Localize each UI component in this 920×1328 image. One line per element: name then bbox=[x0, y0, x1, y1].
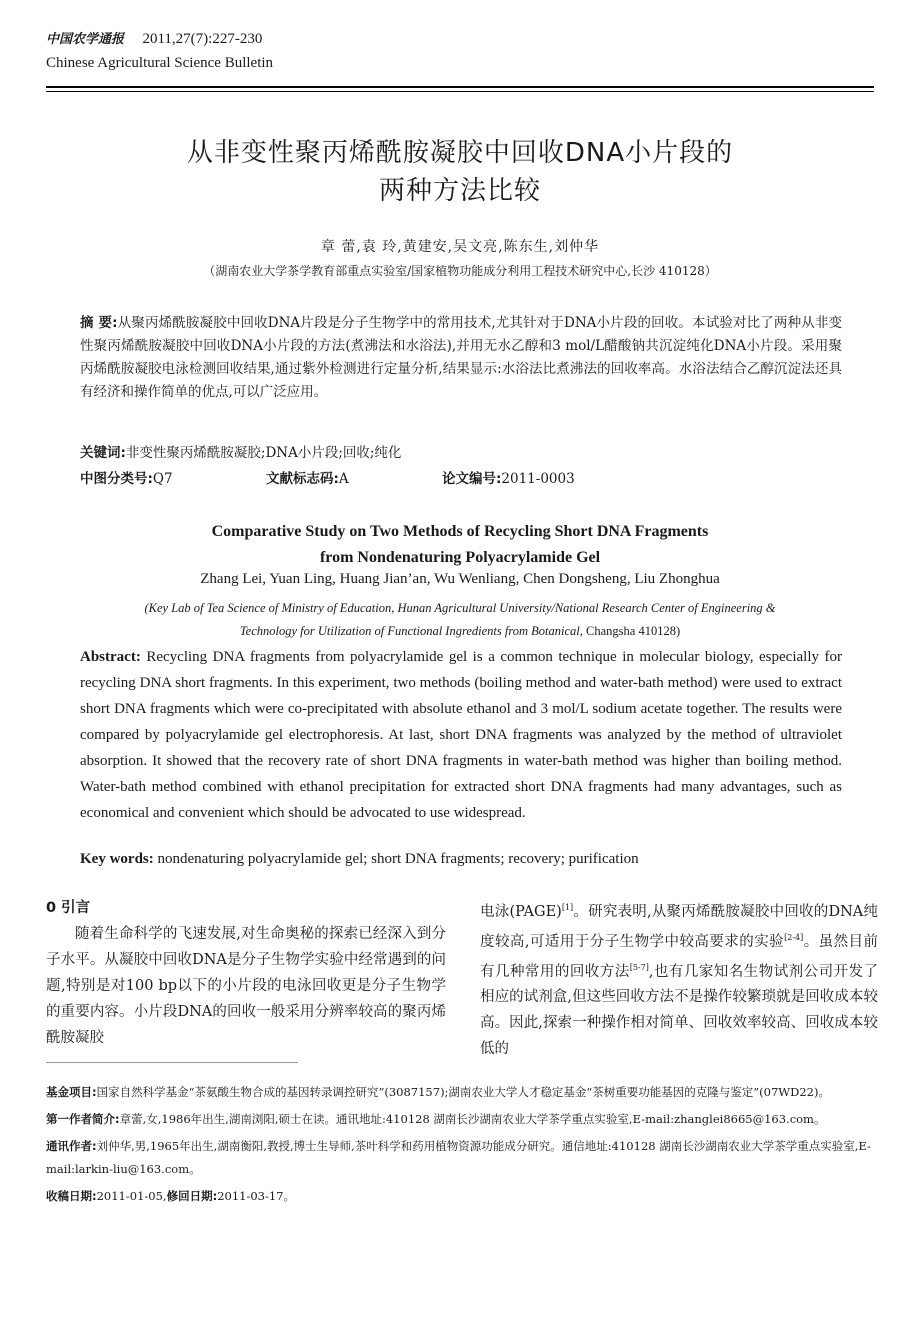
en-affil-city: Changsha 410128) bbox=[582, 624, 681, 638]
paper-id-item bbox=[442, 468, 575, 491]
body-text-d: ,也有几家知名生物试剂公司开发了相应的试剂盒,但这些回收方法不是操作较繁琐就是回收成本较高。因此,探索一种操作相对简单、回收效率较高、回收成本较低的 bbox=[480, 963, 879, 1058]
corresponding-label: 通讯作者: bbox=[46, 1139, 97, 1153]
journal-name-cn: 中国农学通报 bbox=[46, 32, 125, 47]
fund-text: 国家自然科学基金“茶氨酸生物合成的基因转录调控研究”(3087157);湖南农业大学人才稳定基金“茶树重要功能基因的克隆与鉴定”(07WD22)。 bbox=[96, 1085, 830, 1099]
journal-issue: 2011,27(7):227-230 bbox=[142, 31, 263, 47]
keywords-cn-text: 非变性聚丙烯酰胺凝胶;DNA小片段;回收;纯化 bbox=[125, 445, 402, 461]
received-label: 收稿日期: bbox=[46, 1189, 97, 1203]
corresponding-text: 刘仲华,男,1965年出生,湖南衡阳,教授,博士生导师,茶叶科学和药用植物资源功能成分研究。通信地址:410128 湖南长沙湖南农业大学茶学重点实验室,E-mail:larkin-liu@163.com。 bbox=[46, 1139, 871, 1176]
body-paragraph-left: 随着生命科学的飞速发展,对生命奥秘的探索已经深入到分子水平。从凝胶中回收DNA是分子生物学实验中经常遇到的问题,特别是对100 bp以下的小片段的电泳回收更是分子生物学的重要内容。小片段DNA的回收一般采用分辨率较高的聚丙烯酰胺凝胶 bbox=[46, 926, 446, 1046]
en-title-line-1: Comparative Study on Two Methods of Recycling Short DNA Fragments bbox=[211, 523, 709, 540]
title-line-1: 从非变性聚丙烯酰胺凝胶中回收DNA小片段的 bbox=[186, 138, 734, 168]
footnotes bbox=[46, 1081, 876, 1212]
abstract-cn-text: 从聚丙烯酰胺凝胶中回收DNA片段是分子生物学中的常用技术,尤其针对于DNA小片段的回收。本试验对比了两种从非变性聚丙烯酰胺凝胶中回收DNA小片段的方法(煮沸法和水浴法),并用无水乙醇和3 mol/L醋酸钠共沉淀纯化DNA小片段。采用聚丙烯酰胺凝胶电泳检测回收结果,通过紫外检测进行定量分析,结果显示:水浴法比煮沸法的回收率高。水浴法结合乙醇沉淀法还具有经济和操作简单的优点,可以广泛应用。 bbox=[80, 315, 843, 400]
citation-3: [5-7] bbox=[629, 962, 649, 972]
paper-title-en bbox=[60, 519, 860, 571]
body-text-b: 。研究表明,从聚丙烯酰胺凝胶中回收的DNA纯度较高,可适用于分子生物学中较高要求的实验 bbox=[480, 903, 878, 950]
body-text-a: 电泳(PAGE) bbox=[480, 903, 562, 920]
keywords-cn-label: 关键词: bbox=[80, 445, 126, 461]
clc-item bbox=[80, 468, 266, 491]
body-column-left bbox=[46, 895, 446, 1051]
doc-code-label: 文献标志码: bbox=[266, 471, 339, 487]
abstract-en-label: Abstract: bbox=[80, 649, 141, 665]
paper-id-label: 论文编号: bbox=[442, 471, 502, 487]
revised-date: 2011-03-17。 bbox=[217, 1189, 295, 1203]
revised-label: 修回日期: bbox=[166, 1189, 218, 1203]
header-rule-thick bbox=[46, 86, 874, 88]
abstract-en-text: Recycling DNA fragments from polyacrylamide gel is a common technique in molecular biology, especially for recycling DNA short fragments. In this experiment, two methods (boiling method and water-bath method) were used to extract short DNA fragments which were co-precipitated with absolute ethanol and 3 mol/L sodium acetate together. The results were compared by polyacrylamide gel electrophoresis. At last, short DNA fragments was analyzed by the method of ultraviolet absorption. It showed that the recovery rate of short DNA fragments in water-bath method was higher than boiling method. Water-bath method combined with ethanol precipitation for extracted short DNA fragments had many advantages, such as economical and convenient which should be advocated to use widespread. bbox=[80, 649, 842, 821]
section-heading: 0 引言 bbox=[46, 900, 91, 916]
citation-2: [2-4] bbox=[784, 932, 804, 942]
affiliation-en bbox=[90, 597, 830, 643]
doc-code-value: A bbox=[338, 471, 349, 487]
paper-id-value: 2011-0003 bbox=[501, 471, 575, 487]
first-author-label: 第一作者简介: bbox=[46, 1112, 120, 1126]
abstract-en bbox=[80, 644, 842, 826]
en-affil-line-2 bbox=[90, 620, 830, 643]
journal-header bbox=[46, 28, 262, 48]
clc-label: 中图分类号: bbox=[80, 471, 153, 487]
en-affil-line-2-text: Technology for Utilization of Functional Ingredients from Botanical, bbox=[239, 624, 583, 638]
fund-label: 基金项目: bbox=[46, 1085, 97, 1099]
en-affil-line-1: (Key Lab of Tea Science of Ministry of Education, Hunan Agricultural University/National Research Center of Engineering & bbox=[144, 601, 776, 615]
title-line-2: 两种方法比较 bbox=[378, 176, 541, 206]
en-title-line-2: from Nondenaturing Polyacrylamide Gel bbox=[319, 549, 601, 566]
clc-value: Q7 bbox=[152, 471, 173, 487]
keywords-cn bbox=[80, 442, 842, 465]
footnote-corresponding bbox=[46, 1135, 876, 1181]
footnote-dates bbox=[46, 1185, 876, 1208]
keywords-en-text: nondenaturing polyacrylamide gel; short DNA fragments; recovery; purification bbox=[153, 851, 639, 867]
keywords-en-label: Key words: bbox=[80, 851, 154, 867]
body-text-c: 。虽然目前有几种常用的回收方法 bbox=[480, 933, 879, 980]
keywords-en bbox=[80, 851, 842, 868]
footnote-fund bbox=[46, 1081, 876, 1104]
abstract-cn-label: 摘 要: bbox=[80, 315, 118, 331]
received-date: 2011-01-05, bbox=[96, 1189, 167, 1203]
citation-1: [1] bbox=[561, 903, 574, 912]
affiliation-cn: （湖南农业大学茶学教育部重点实验室/国家植物功能成分利用工程技术研究中心,长沙 410128） bbox=[203, 264, 717, 278]
journal-name-en: Chinese Agricultural Science Bulletin bbox=[46, 55, 274, 71]
body-column-right bbox=[480, 895, 878, 1062]
header-rule-thin bbox=[46, 91, 874, 92]
paper-title-cn bbox=[60, 134, 860, 210]
footnote-rule bbox=[46, 1062, 298, 1063]
footnote-first-author bbox=[46, 1108, 876, 1131]
abstract-cn bbox=[80, 312, 842, 404]
authors-en: Zhang Lei, Yuan Ling, Huang Jian’an, Wu Wenliang, Chen Dongsheng, Liu Zhonghua bbox=[200, 571, 720, 587]
first-author-text: 章蕾,女,1986年出生,湖南浏阳,硕士在读。通讯地址:410128 湖南长沙湖南农业大学茶学重点实验室,E-mail:zhanglei8665@163.com。 bbox=[119, 1112, 826, 1126]
authors-cn: 章 蕾,袁 玲,黄建安,吴文亮,陈东生,刘仲华 bbox=[320, 239, 600, 255]
doc-code-item bbox=[266, 468, 442, 491]
classification-line bbox=[80, 468, 842, 491]
